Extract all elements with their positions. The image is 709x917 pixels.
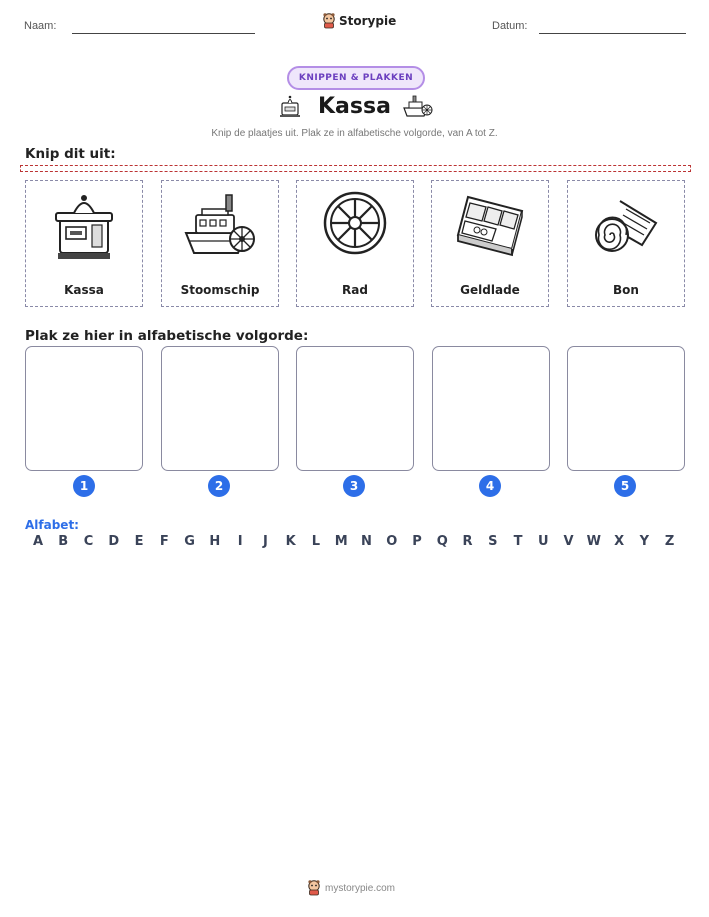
alphabet-letter: B xyxy=(58,534,69,549)
activity-badge: KNIPPEN & PLAKKEN xyxy=(287,66,425,90)
date-label: Datum: xyxy=(492,20,528,32)
alphabet-letter: S xyxy=(488,534,498,549)
card-label: Rad xyxy=(342,283,368,297)
alphabet-letter: V xyxy=(563,534,574,549)
page-title: Kassa xyxy=(318,94,391,119)
name-field[interactable] xyxy=(72,33,255,34)
cut-card-bon[interactable] xyxy=(567,180,685,307)
name-label: Naam: xyxy=(24,20,57,32)
slot-number-5: 5 xyxy=(614,475,636,497)
alphabet-row xyxy=(30,534,678,549)
cash-register-icon xyxy=(44,189,124,264)
cut-line xyxy=(20,165,691,172)
alphabet-letter: W xyxy=(586,534,602,549)
slot-number-1: 1 xyxy=(73,475,95,497)
alphabet-letter: C xyxy=(83,534,94,549)
alphabet-letter: U xyxy=(538,534,549,549)
storypie-mascot-icon xyxy=(322,13,336,29)
card-label: Kassa xyxy=(64,283,104,297)
footer-url[interactable]: mystorypie.com xyxy=(325,882,396,894)
alphabet-letter: R xyxy=(462,534,473,549)
alphabet-letter: M xyxy=(334,534,348,549)
slot-number-4: 4 xyxy=(479,475,501,497)
date-field[interactable] xyxy=(539,33,686,34)
alphabet-letter: X xyxy=(614,534,625,549)
alphabet-letter: N xyxy=(361,534,372,549)
steamboat-small-icon xyxy=(402,93,434,119)
cut-card-stoomschip[interactable] xyxy=(161,180,279,307)
alphabet-letter: E xyxy=(134,534,144,549)
alphabet-letter: D xyxy=(108,534,120,549)
alphabet-letter: Z xyxy=(664,534,675,549)
slot-number-3: 3 xyxy=(343,475,365,497)
paste-slot-3[interactable] xyxy=(296,346,414,471)
paste-slot-2[interactable] xyxy=(161,346,279,471)
alphabet-letter: O xyxy=(386,534,398,549)
brand-name: Storypie xyxy=(339,14,397,28)
cut-card-geldlade[interactable] xyxy=(431,180,549,307)
cash-register-small-icon xyxy=(277,93,303,119)
slot-number-2: 2 xyxy=(208,475,230,497)
paste-slot-5[interactable] xyxy=(567,346,685,471)
card-label: Stoomschip xyxy=(180,283,260,297)
alphabet-letter: L xyxy=(311,534,321,549)
alphabet-letter: H xyxy=(209,534,221,549)
cut-card-kassa[interactable] xyxy=(25,180,143,307)
paste-slot-4[interactable] xyxy=(432,346,550,471)
card-label: Geldlade xyxy=(460,283,520,297)
alphabet-letter: G xyxy=(184,534,195,549)
paste-slot-1[interactable] xyxy=(25,346,143,471)
wheel-icon xyxy=(315,189,395,264)
cash-drawer-icon xyxy=(450,189,530,264)
alphabet-letter: Q xyxy=(436,534,448,549)
footer xyxy=(307,880,395,896)
instructions: Knip de plaatjes uit. Plak ze in alfabetische volgorde, van A tot Z. xyxy=(211,128,498,139)
alphabet-letter: K xyxy=(285,534,296,549)
card-label: Bon xyxy=(613,283,639,297)
cut-section-heading: Knip dit uit: xyxy=(25,146,116,162)
alphabet-heading: Alfabet: xyxy=(25,518,79,532)
alphabet-letter: F xyxy=(159,534,169,549)
steamboat-icon xyxy=(180,189,260,264)
alphabet-letter: J xyxy=(262,534,268,549)
alphabet-letter: Y xyxy=(639,534,650,549)
alphabet-letter: P xyxy=(412,534,422,549)
cut-card-rad[interactable] xyxy=(296,180,414,307)
alphabet-letter: T xyxy=(513,534,523,549)
storypie-mascot-icon xyxy=(307,880,321,896)
alphabet-letter: A xyxy=(32,534,44,549)
alphabet-letter: I xyxy=(237,534,243,549)
brand-logo xyxy=(322,13,396,29)
paste-section-heading: Plak ze hier in alfabetische volgorde: xyxy=(25,328,309,344)
receipt-roll-icon xyxy=(586,189,666,264)
